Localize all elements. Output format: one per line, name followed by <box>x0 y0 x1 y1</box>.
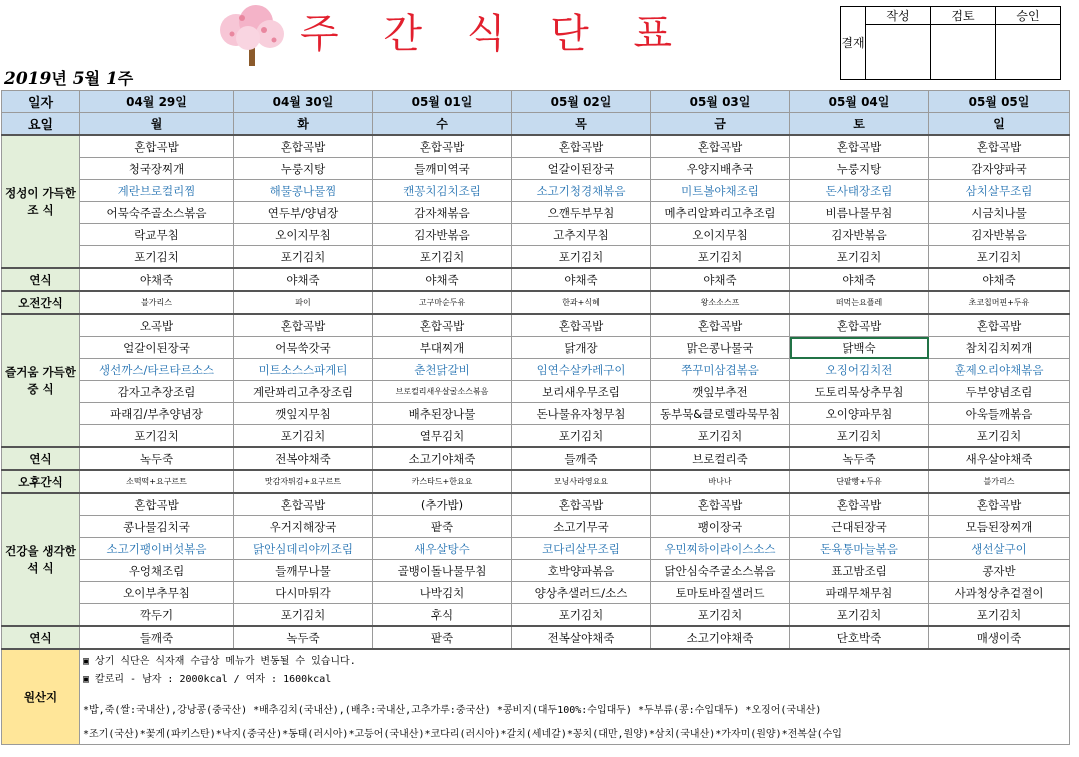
pm-snack-row-cell[interactable]: 모닝사라영요요 <box>512 470 651 493</box>
dinner-row <box>2 516 1070 538</box>
pm-snack-row-cell[interactable]: 블가리스 <box>929 470 1070 493</box>
lunch-menu-cell[interactable]: 닭개장 <box>512 337 651 359</box>
dinner-menu-cell[interactable]: 포기김치 <box>651 604 790 627</box>
dinner-menu-cell[interactable]: 돈육통마늘볶음 <box>790 538 929 560</box>
lunch-row <box>2 359 1070 381</box>
breakfast-row <box>2 246 1070 269</box>
breakfast-porridge-row-cell[interactable]: 야채죽 <box>373 268 512 291</box>
lunch-menu-cell[interactable]: 혼합곡밥 <box>929 314 1070 337</box>
lunch-porridge-row-cell[interactable]: 녹두죽 <box>790 447 929 470</box>
day-cell[interactable]: 금 <box>651 113 790 136</box>
breakfast-menu-cell[interactable]: 포기김치 <box>651 246 790 269</box>
dinner-porridge-row <box>2 626 1070 649</box>
lunch-menu-cell[interactable]: 아욱들깨볶음 <box>929 403 1070 425</box>
origin-row <box>2 668 1070 686</box>
lunch-menu-cell[interactable]: 열무김치 <box>373 425 512 448</box>
breakfast-row <box>2 224 1070 246</box>
am-snack-row-cell[interactable]: 초코칩머핀+두유 <box>929 291 1070 314</box>
breakfast-menu-cell[interactable]: 감자양파국 <box>929 158 1070 180</box>
dinner-menu-cell[interactable]: 새우살탕수 <box>373 538 512 560</box>
lunch-row <box>2 403 1070 425</box>
breakfast-menu-cell[interactable]: 혼합곡밥 <box>512 135 651 158</box>
day-row <box>2 113 1070 136</box>
lunch-menu-cell[interactable]: 맑은콩나물국 <box>651 337 790 359</box>
breakfast-menu-cell[interactable]: 누룽지탕 <box>234 158 373 180</box>
dinner-menu-cell[interactable]: 우민찌하이라이스소스 <box>651 538 790 560</box>
dinner-menu-cell[interactable]: 다시마튀각 <box>234 582 373 604</box>
dinner-porridge-row-label: 연식 <box>2 626 80 649</box>
dinner-menu-cell[interactable]: 토마토바질샐러드 <box>651 582 790 604</box>
lunch-porridge-row-cell[interactable]: 브로컬리죽 <box>651 447 790 470</box>
week-label: 2019년 5월 1주 <box>4 69 134 89</box>
lunch-menu-cell[interactable]: 오이양파무침 <box>790 403 929 425</box>
approval-sign-approve[interactable] <box>996 25 1061 80</box>
dinner-menu-cell[interactable]: 팽이장국 <box>651 516 790 538</box>
dinner-menu-cell[interactable]: 표고밤조림 <box>790 560 929 582</box>
am-snack-row <box>2 291 1070 314</box>
dinner-row <box>2 538 1070 560</box>
lunch-menu-cell[interactable]: 동부묵&클로렐라묵무침 <box>651 403 790 425</box>
am-snack-row-cell[interactable]: 파이 <box>234 291 373 314</box>
breakfast-menu-cell[interactable]: 비름나물무침 <box>790 202 929 224</box>
dinner-menu-cell[interactable]: 생선살구이 <box>929 538 1070 560</box>
date-cell[interactable]: 04월 29일 <box>80 91 234 113</box>
dinner-porridge-row-cell[interactable]: 들깨죽 <box>80 626 234 649</box>
lunch-menu-cell[interactable]: 돈나물유자청무침 <box>512 403 651 425</box>
lunch-porridge-row-cell[interactable]: 소고기야채죽 <box>373 447 512 470</box>
breakfast-menu-cell[interactable]: 메추리알꽈리고추조림 <box>651 202 790 224</box>
lunch-row <box>2 314 1070 337</box>
lunch-menu-cell[interactable]: 쭈꾸미삼겹볶음 <box>651 359 790 381</box>
dinner-menu-cell[interactable]: 포기김치 <box>234 604 373 627</box>
origin-note: ▣ 칼로리 - 남자 : 2000kcal / 여자 : 1600kcal <box>80 668 1070 686</box>
origin-row <box>2 720 1070 745</box>
origin-row <box>2 696 1070 720</box>
title-area <box>0 0 800 66</box>
dinner-porridge-row-cell[interactable]: 녹두죽 <box>234 626 373 649</box>
breakfast-menu-cell[interactable]: 미트볼야채조림 <box>651 180 790 202</box>
breakfast-menu-cell[interactable]: 김자반볶음 <box>790 224 929 246</box>
breakfast-menu-cell[interactable]: 혼합곡밥 <box>373 135 512 158</box>
breakfast-menu-cell[interactable]: 포기김치 <box>373 246 512 269</box>
breakfast-menu-cell[interactable]: 혼합곡밥 <box>790 135 929 158</box>
page-title: 주 간 식 단 표 <box>300 11 689 57</box>
breakfast-porridge-row-cell[interactable]: 야채죽 <box>80 268 234 291</box>
dinner-menu-cell[interactable]: 오이부추무침 <box>80 582 234 604</box>
dinner-menu-cell[interactable]: 콩나물김치국 <box>80 516 234 538</box>
date-cell[interactable]: 05월 05일 <box>929 91 1070 113</box>
lunch-menu-cell[interactable]: 혼합곡밥 <box>373 314 512 337</box>
lunch-menu-cell[interactable]: 도토리묵상추무침 <box>790 381 929 403</box>
breakfast-menu-cell[interactable]: 혼합곡밥 <box>929 135 1070 158</box>
dinner-row <box>2 582 1070 604</box>
pm-snack-row <box>2 470 1070 493</box>
am-snack-row-cell[interactable]: 떠먹는요플레 <box>790 291 929 314</box>
lunch-row <box>2 425 1070 448</box>
dinner-menu-cell[interactable]: 들깨무나물 <box>234 560 373 582</box>
breakfast-menu-cell[interactable]: 혼합곡밥 <box>234 135 373 158</box>
day-cell[interactable]: 토 <box>790 113 929 136</box>
dinner-menu-cell[interactable]: 우엉채조림 <box>80 560 234 582</box>
breakfast-porridge-row <box>2 268 1070 291</box>
breakfast-menu-cell[interactable]: 돈사태장조림 <box>790 180 929 202</box>
am-snack-row-cell[interactable]: 블가리스 <box>80 291 234 314</box>
origin-note: ▣ 상기 식단은 식자재 수급상 메뉴가 변동될 수 있습니다. <box>80 649 1070 668</box>
breakfast-porridge-row-cell[interactable]: 야채죽 <box>512 268 651 291</box>
lunch-menu-cell[interactable]: 얼갈이된장국 <box>80 337 234 359</box>
lunch-menu-cell[interactable]: 혼합곡밥 <box>512 314 651 337</box>
dinner-row <box>2 493 1070 516</box>
day-cell[interactable]: 월 <box>80 113 234 136</box>
breakfast-row <box>2 135 1070 158</box>
date-cell[interactable]: 05월 04일 <box>790 91 929 113</box>
pm-snack-row-cell[interactable]: 바나나 <box>651 470 790 493</box>
date-cell[interactable]: 05월 02일 <box>512 91 651 113</box>
dinner-menu-cell[interactable]: 후식 <box>373 604 512 627</box>
lunch-menu-cell[interactable]: 어묵쑥갓국 <box>234 337 373 359</box>
lunch-menu-cell[interactable]: 포기김치 <box>929 425 1070 448</box>
breakfast-menu-cell[interactable]: 고추지무침 <box>512 224 651 246</box>
lunch-menu-cell[interactable]: 포기김치 <box>234 425 373 448</box>
dinner-menu-cell[interactable]: 혼합곡밥 <box>790 493 929 516</box>
dinner-menu-cell[interactable]: 사과청상추겉절이 <box>929 582 1070 604</box>
date-cell[interactable]: 04월 30일 <box>234 91 373 113</box>
lunch-row <box>2 337 1070 359</box>
dinner-menu-cell[interactable]: 혼합곡밥 <box>234 493 373 516</box>
lunch-menu-cell[interactable]: 감자고추장조림 <box>80 381 234 403</box>
breakfast-row <box>2 158 1070 180</box>
am-snack-row-cell[interactable]: 왕소소스프 <box>651 291 790 314</box>
pm-snack-row-cell[interactable]: 맛감자튀김+요구르트 <box>234 470 373 493</box>
lunch-menu-cell[interactable]: 포기김치 <box>651 425 790 448</box>
breakfast-menu-cell[interactable]: 누룽지탕 <box>790 158 929 180</box>
dinner-menu-cell[interactable]: 팥죽 <box>373 516 512 538</box>
breakfast-menu-cell[interactable]: 으깬두부무침 <box>512 202 651 224</box>
breakfast-menu-cell[interactable]: 들깨미역국 <box>373 158 512 180</box>
pm-snack-row-cell[interactable]: 카스타드+한요요 <box>373 470 512 493</box>
breakfast-porridge-row-cell[interactable]: 야채죽 <box>790 268 929 291</box>
lunch-menu-cell[interactable]: 깻잎지무침 <box>234 403 373 425</box>
lunch-menu-cell[interactable]: 혼합곡밥 <box>790 314 929 337</box>
lunch-menu-cell[interactable]: 훈제오리야채볶음 <box>929 359 1070 381</box>
breakfast-menu-cell[interactable]: 연두부/양념장 <box>234 202 373 224</box>
dinner-menu-cell[interactable]: 소고기무국 <box>512 516 651 538</box>
lunch-porridge-row-label: 연식 <box>2 447 80 470</box>
lunch-menu-cell[interactable]: 혼합곡밥 <box>651 314 790 337</box>
date-label: 일자 <box>2 91 80 113</box>
dinner-menu-cell[interactable]: 양상추샐러드/소스 <box>512 582 651 604</box>
lunch-menu-cell[interactable]: 보리새우무조림 <box>512 381 651 403</box>
lunch-menu-cell[interactable]: 두부양념조림 <box>929 381 1070 403</box>
lunch-menu-cell[interactable]: 부대찌개 <box>373 337 512 359</box>
dinner-menu-cell[interactable]: 나박김치 <box>373 582 512 604</box>
breakfast-menu-cell[interactable]: 우양지배추국 <box>651 158 790 180</box>
dinner-menu-cell[interactable]: 호박양파볶음 <box>512 560 651 582</box>
origin-note: *조기(국산)*꽃게(파키스탄)*낙지(중국산)*동태(러시아)*고등어(국내산)*코다리(러시아)*갈치(세네갈)*꽁치(대만,원양)*삼치(국내산)*가자미(원양)*전복살(수입 <box>80 720 1070 745</box>
day-cell[interactable]: 수 <box>373 113 512 136</box>
breakfast-menu-cell[interactable]: 김자반볶음 <box>373 224 512 246</box>
breakfast-menu-cell[interactable]: 계란브로컬리찜 <box>80 180 234 202</box>
breakfast-menu-cell[interactable]: 포기김치 <box>80 246 234 269</box>
date-cell[interactable]: 05월 01일 <box>373 91 512 113</box>
cherry-blossom-tree-icon <box>212 4 292 68</box>
breakfast-menu-cell[interactable]: 포기김치 <box>929 246 1070 269</box>
breakfast-menu-cell[interactable]: 혼합곡밥 <box>651 135 790 158</box>
date-row <box>2 91 1070 113</box>
date-cell[interactable]: 05월 03일 <box>651 91 790 113</box>
breakfast-menu-cell[interactable]: 시금치나물 <box>929 202 1070 224</box>
dinner-menu-cell[interactable]: 포기김치 <box>929 604 1070 627</box>
lunch-menu-cell[interactable]: 깻잎부추전 <box>651 381 790 403</box>
breakfast-menu-cell[interactable]: 오이지무침 <box>651 224 790 246</box>
breakfast-menu-cell[interactable]: 포기김치 <box>234 246 373 269</box>
dinner-menu-cell[interactable]: 포기김치 <box>790 604 929 627</box>
breakfast-menu-cell[interactable]: 소고기청경채볶음 <box>512 180 651 202</box>
lunch-menu-cell[interactable]: 파래김/부추양념장 <box>80 403 234 425</box>
lunch-porridge-row-cell[interactable]: 녹두죽 <box>80 447 234 470</box>
lunch-menu-cell[interactable]: 오곡밥 <box>80 314 234 337</box>
dinner-menu-cell[interactable]: 닭안심숙주굴소스볶음 <box>651 560 790 582</box>
lunch-porridge-row-cell[interactable]: 전복야채죽 <box>234 447 373 470</box>
approval-col-review: 검토 <box>931 7 996 25</box>
breakfast-menu-cell[interactable]: 락교무침 <box>80 224 234 246</box>
origin-label: 원산지 <box>2 649 80 745</box>
dinner-menu-cell[interactable]: 파래무채무침 <box>790 582 929 604</box>
dinner-menu-cell[interactable]: 근대된장국 <box>790 516 929 538</box>
lunch-menu-cell[interactable]: 포기김치 <box>790 425 929 448</box>
dinner-menu-cell[interactable]: 깍두기 <box>80 604 234 627</box>
lunch-menu-cell[interactable]: 오징어김치전 <box>790 359 929 381</box>
approval-col-approve: 승인 <box>996 7 1061 25</box>
am-snack-row-cell[interactable]: 한과+식혜 <box>512 291 651 314</box>
breakfast-menu-cell[interactable]: 혼합곡밥 <box>80 135 234 158</box>
lunch-porridge-row-cell[interactable]: 새우살야채죽 <box>929 447 1070 470</box>
breakfast-menu-cell[interactable]: 해물콩나물찜 <box>234 180 373 202</box>
origin-note: *밥,죽(쌀:국내산),강낭콩(중국산) *배추김치(국내산),(배추:국내산,고추가루:중국산) *콩비지(대두100%:수입대두) *두부류(콩:수입대두) *오징어(국내산) <box>80 696 1070 720</box>
origin-row <box>2 649 1070 668</box>
origin-row <box>2 686 1070 696</box>
dinner-menu-cell[interactable]: 혼합곡밥 <box>651 493 790 516</box>
lunch-section-label: 즐거움 가득한 중 식 <box>2 314 80 447</box>
lunch-menu-cell[interactable]: 미트소스스파게티 <box>234 359 373 381</box>
origin-note <box>80 686 1070 696</box>
dinner-section-label: 건강을 생각한 석 식 <box>2 493 80 626</box>
breakfast-menu-cell[interactable]: 포기김치 <box>512 246 651 269</box>
breakfast-menu-cell[interactable]: 캔꽁치김치조림 <box>373 180 512 202</box>
dinner-menu-cell[interactable]: 닭안심데리야끼조림 <box>234 538 373 560</box>
dinner-porridge-row-cell[interactable]: 매생이죽 <box>929 626 1070 649</box>
lunch-menu-cell[interactable]: 참치김치찌개 <box>929 337 1070 359</box>
lunch-menu-cell[interactable]: 생선까스/타르타르소스 <box>80 359 234 381</box>
dinner-porridge-row-cell[interactable]: 소고기야채죽 <box>651 626 790 649</box>
breakfast-porridge-row-cell[interactable]: 야채죽 <box>651 268 790 291</box>
menu-table <box>1 90 1070 745</box>
breakfast-porridge-row-cell[interactable]: 야채죽 <box>929 268 1070 291</box>
breakfast-row <box>2 180 1070 202</box>
lunch-menu-cell[interactable]: 춘천닭갈비 <box>373 359 512 381</box>
dinner-menu-cell[interactable]: 혼합곡밥 <box>80 493 234 516</box>
day-label: 요일 <box>2 113 80 136</box>
dinner-porridge-row-cell[interactable]: 팥죽 <box>373 626 512 649</box>
pm-snack-row-cell[interactable]: 단팥빵+두유 <box>790 470 929 493</box>
breakfast-row <box>2 202 1070 224</box>
lunch-menu-cell[interactable]: 포기김치 <box>80 425 234 448</box>
lunch-row <box>2 381 1070 403</box>
lunch-porridge-row <box>2 447 1070 470</box>
dinner-menu-cell[interactable]: 소고기팽이버섯볶음 <box>80 538 234 560</box>
approval-sign-review[interactable] <box>931 25 996 80</box>
breakfast-menu-cell[interactable]: 김자반볶음 <box>929 224 1070 246</box>
lunch-menu-cell[interactable]: 혼합곡밥 <box>234 314 373 337</box>
am-snack-row-label: 오전간식 <box>2 291 80 314</box>
lunch-porridge-row-cell[interactable]: 들깨죽 <box>512 447 651 470</box>
breakfast-menu-cell[interactable]: 어묵숙주골소스볶음 <box>80 202 234 224</box>
dinner-row <box>2 560 1070 582</box>
dinner-menu-cell[interactable]: 포기김치 <box>512 604 651 627</box>
lunch-menu-cell[interactable]: 포기김치 <box>512 425 651 448</box>
breakfast-menu-cell[interactable]: 삼치살무조림 <box>929 180 1070 202</box>
breakfast-menu-cell[interactable]: 포기김치 <box>790 246 929 269</box>
pm-snack-row-label: 오후간식 <box>2 470 80 493</box>
am-snack-row-cell[interactable]: 고구마순두유 <box>373 291 512 314</box>
lunch-menu-cell[interactable]: 배추된장나물 <box>373 403 512 425</box>
approval-col-author: 작성 <box>866 7 931 25</box>
breakfast-porridge-row-cell[interactable]: 야채죽 <box>234 268 373 291</box>
dinner-row <box>2 604 1070 627</box>
lunch-menu-cell[interactable]: 계란꽈리고추장조림 <box>234 381 373 403</box>
dinner-porridge-row-cell[interactable]: 단호박죽 <box>790 626 929 649</box>
dinner-menu-cell[interactable]: 골뱅이돌나물무침 <box>373 560 512 582</box>
dinner-menu-cell[interactable]: (추가밥) <box>373 493 512 516</box>
approval-label: 결재 <box>841 7 866 80</box>
dinner-menu-cell[interactable]: 혼합곡밥 <box>512 493 651 516</box>
lunch-menu-cell[interactable]: 닭백숙 <box>790 337 929 359</box>
lunch-menu-cell[interactable]: 브로컬리새우살굴소스볶음 <box>373 381 512 403</box>
breakfast-menu-cell[interactable]: 감자채볶음 <box>373 202 512 224</box>
day-cell[interactable]: 일 <box>929 113 1070 136</box>
day-cell[interactable]: 화 <box>234 113 373 136</box>
day-cell[interactable]: 목 <box>512 113 651 136</box>
dinner-menu-cell[interactable]: 모듬된장찌개 <box>929 516 1070 538</box>
approval-box <box>840 6 1061 80</box>
dinner-menu-cell[interactable]: 콩자반 <box>929 560 1070 582</box>
dinner-menu-cell[interactable]: 우거지해장국 <box>234 516 373 538</box>
breakfast-menu-cell[interactable]: 오이지무침 <box>234 224 373 246</box>
breakfast-menu-cell[interactable]: 얼갈이된장국 <box>512 158 651 180</box>
dinner-menu-cell[interactable]: 코다리살무조림 <box>512 538 651 560</box>
pm-snack-row-cell[interactable]: 소떡떡+요구르트 <box>80 470 234 493</box>
breakfast-section-label: 정성이 가득한 조 식 <box>2 135 80 268</box>
breakfast-porridge-row-label: 연식 <box>2 268 80 291</box>
approval-sign-author[interactable] <box>866 25 931 80</box>
lunch-menu-cell[interactable]: 임연수살카레구이 <box>512 359 651 381</box>
dinner-menu-cell[interactable]: 혼합곡밥 <box>929 493 1070 516</box>
breakfast-menu-cell[interactable]: 청국장찌개 <box>80 158 234 180</box>
dinner-porridge-row-cell[interactable]: 전복살야채죽 <box>512 626 651 649</box>
